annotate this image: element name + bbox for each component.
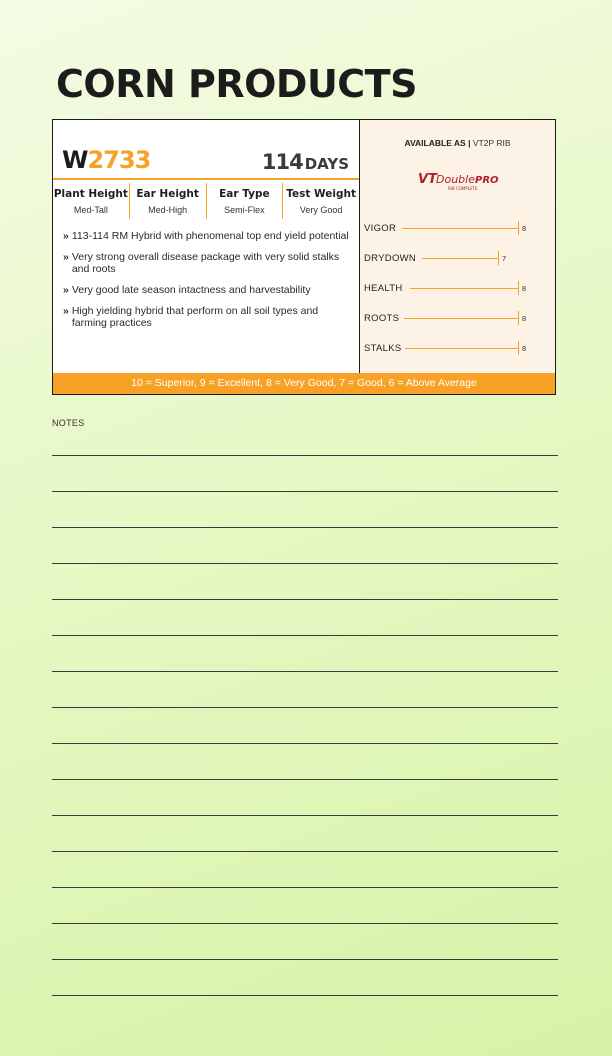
ratings-list bbox=[360, 215, 555, 365]
feature-text: High yielding hybrid that perform on all soil types and farming practices bbox=[71, 305, 319, 329]
bullet-mark: » bbox=[63, 305, 69, 317]
note-line[interactable] bbox=[52, 743, 558, 744]
rating-row-drydown bbox=[360, 245, 555, 275]
available-label: AVAILABLE AS | bbox=[404, 138, 471, 148]
product-code-prefix: W bbox=[62, 146, 88, 174]
rating-bar bbox=[422, 258, 498, 259]
vt-double-pro-logo bbox=[416, 168, 506, 192]
trait-value: Semi-Flex bbox=[224, 205, 265, 215]
rating-bar bbox=[410, 288, 518, 289]
days-number: 114 bbox=[261, 150, 303, 174]
rating-label: HEALTH bbox=[364, 283, 403, 294]
feature-item bbox=[63, 284, 353, 296]
note-line[interactable] bbox=[52, 707, 558, 708]
rating-bar bbox=[404, 318, 518, 319]
trait-ear-height bbox=[130, 183, 207, 219]
note-line[interactable] bbox=[52, 887, 558, 888]
logo-subtext: RIB COMPLETE bbox=[448, 186, 478, 191]
note-line[interactable] bbox=[52, 563, 558, 564]
header-divider bbox=[53, 178, 359, 180]
trait-value: Med-High bbox=[148, 205, 188, 215]
rating-bar-end bbox=[518, 311, 519, 325]
note-line[interactable] bbox=[52, 995, 558, 996]
rating-value: 7 bbox=[502, 254, 507, 263]
trait-plant-height bbox=[53, 183, 130, 219]
rating-bar bbox=[402, 228, 518, 229]
rating-bar-end bbox=[518, 221, 519, 235]
feature-item bbox=[63, 305, 353, 329]
feature-item bbox=[63, 251, 353, 275]
note-line[interactable] bbox=[52, 779, 558, 780]
rating-bar-end bbox=[518, 281, 519, 295]
trait-name: Plant Height bbox=[53, 188, 128, 200]
feature-text: Very strong overall disease package with very solid stalks and roots bbox=[71, 251, 340, 275]
trait-name: Test Weight bbox=[286, 188, 356, 200]
bullet-mark: » bbox=[63, 251, 69, 263]
rating-label: VIGOR bbox=[364, 223, 397, 234]
trait-value: Very Good bbox=[299, 205, 343, 215]
rating-bar-end bbox=[518, 341, 519, 355]
rating-value: 8 bbox=[522, 344, 527, 353]
page-title: CORN PRODUCTS bbox=[56, 62, 417, 106]
trait-name: Ear Height bbox=[136, 188, 199, 200]
bullet-mark: » bbox=[63, 284, 69, 296]
maturity-days bbox=[262, 150, 349, 174]
rating-label: STALKS bbox=[364, 343, 402, 354]
bullet-mark: » bbox=[63, 230, 69, 242]
rating-row-roots bbox=[360, 305, 555, 335]
rating-bar-end bbox=[498, 251, 499, 265]
days-label: DAYS bbox=[304, 155, 349, 173]
available-value: VT2P RIB bbox=[472, 138, 511, 148]
trait-name: Ear Type bbox=[219, 188, 270, 200]
feature-text: 113-114 RM Hybrid with phenomenal top end yield potential bbox=[71, 230, 349, 242]
product-code bbox=[62, 146, 150, 174]
feature-item bbox=[63, 230, 353, 242]
rating-value: 8 bbox=[522, 314, 527, 323]
trait-test-weight bbox=[283, 183, 359, 219]
product-code-number: 2733 bbox=[87, 146, 151, 174]
note-line[interactable] bbox=[52, 923, 558, 924]
note-line[interactable] bbox=[52, 959, 558, 960]
notes-label: NOTES bbox=[52, 418, 85, 428]
rating-scale-legend: 10 = Superior, 9 = Excellent, 8 = Very Good, 7 = Good, 6 = Above Average bbox=[53, 373, 555, 394]
rating-row-health bbox=[360, 275, 555, 305]
ratings-panel bbox=[359, 120, 555, 373]
available-as bbox=[360, 138, 555, 148]
note-line[interactable] bbox=[52, 527, 558, 528]
logo-pro: PRO bbox=[475, 175, 499, 186]
rating-label: ROOTS bbox=[364, 313, 400, 324]
note-line[interactable] bbox=[52, 599, 558, 600]
note-line[interactable] bbox=[52, 851, 558, 852]
note-line[interactable] bbox=[52, 491, 558, 492]
note-line[interactable] bbox=[52, 635, 558, 636]
traits-table bbox=[53, 183, 359, 219]
product-details bbox=[53, 120, 359, 373]
trait-ear-type bbox=[207, 183, 284, 219]
rating-bar bbox=[405, 348, 518, 349]
note-line[interactable] bbox=[52, 671, 558, 672]
rating-row-vigor bbox=[360, 215, 555, 245]
rating-value: 8 bbox=[522, 224, 527, 233]
note-line[interactable] bbox=[52, 815, 558, 816]
logo-double: Double bbox=[436, 173, 475, 186]
product-card bbox=[52, 119, 556, 395]
rating-value: 8 bbox=[522, 284, 527, 293]
note-line[interactable] bbox=[52, 455, 558, 456]
feature-text: Very good late season intactness and harvestability bbox=[71, 284, 311, 296]
rating-row-stalks bbox=[360, 335, 555, 365]
rating-label: DRYDOWN bbox=[364, 253, 417, 264]
logo-vt: VT bbox=[418, 172, 437, 187]
feature-list bbox=[63, 230, 353, 338]
trait-value: Med-Tall bbox=[73, 205, 108, 215]
